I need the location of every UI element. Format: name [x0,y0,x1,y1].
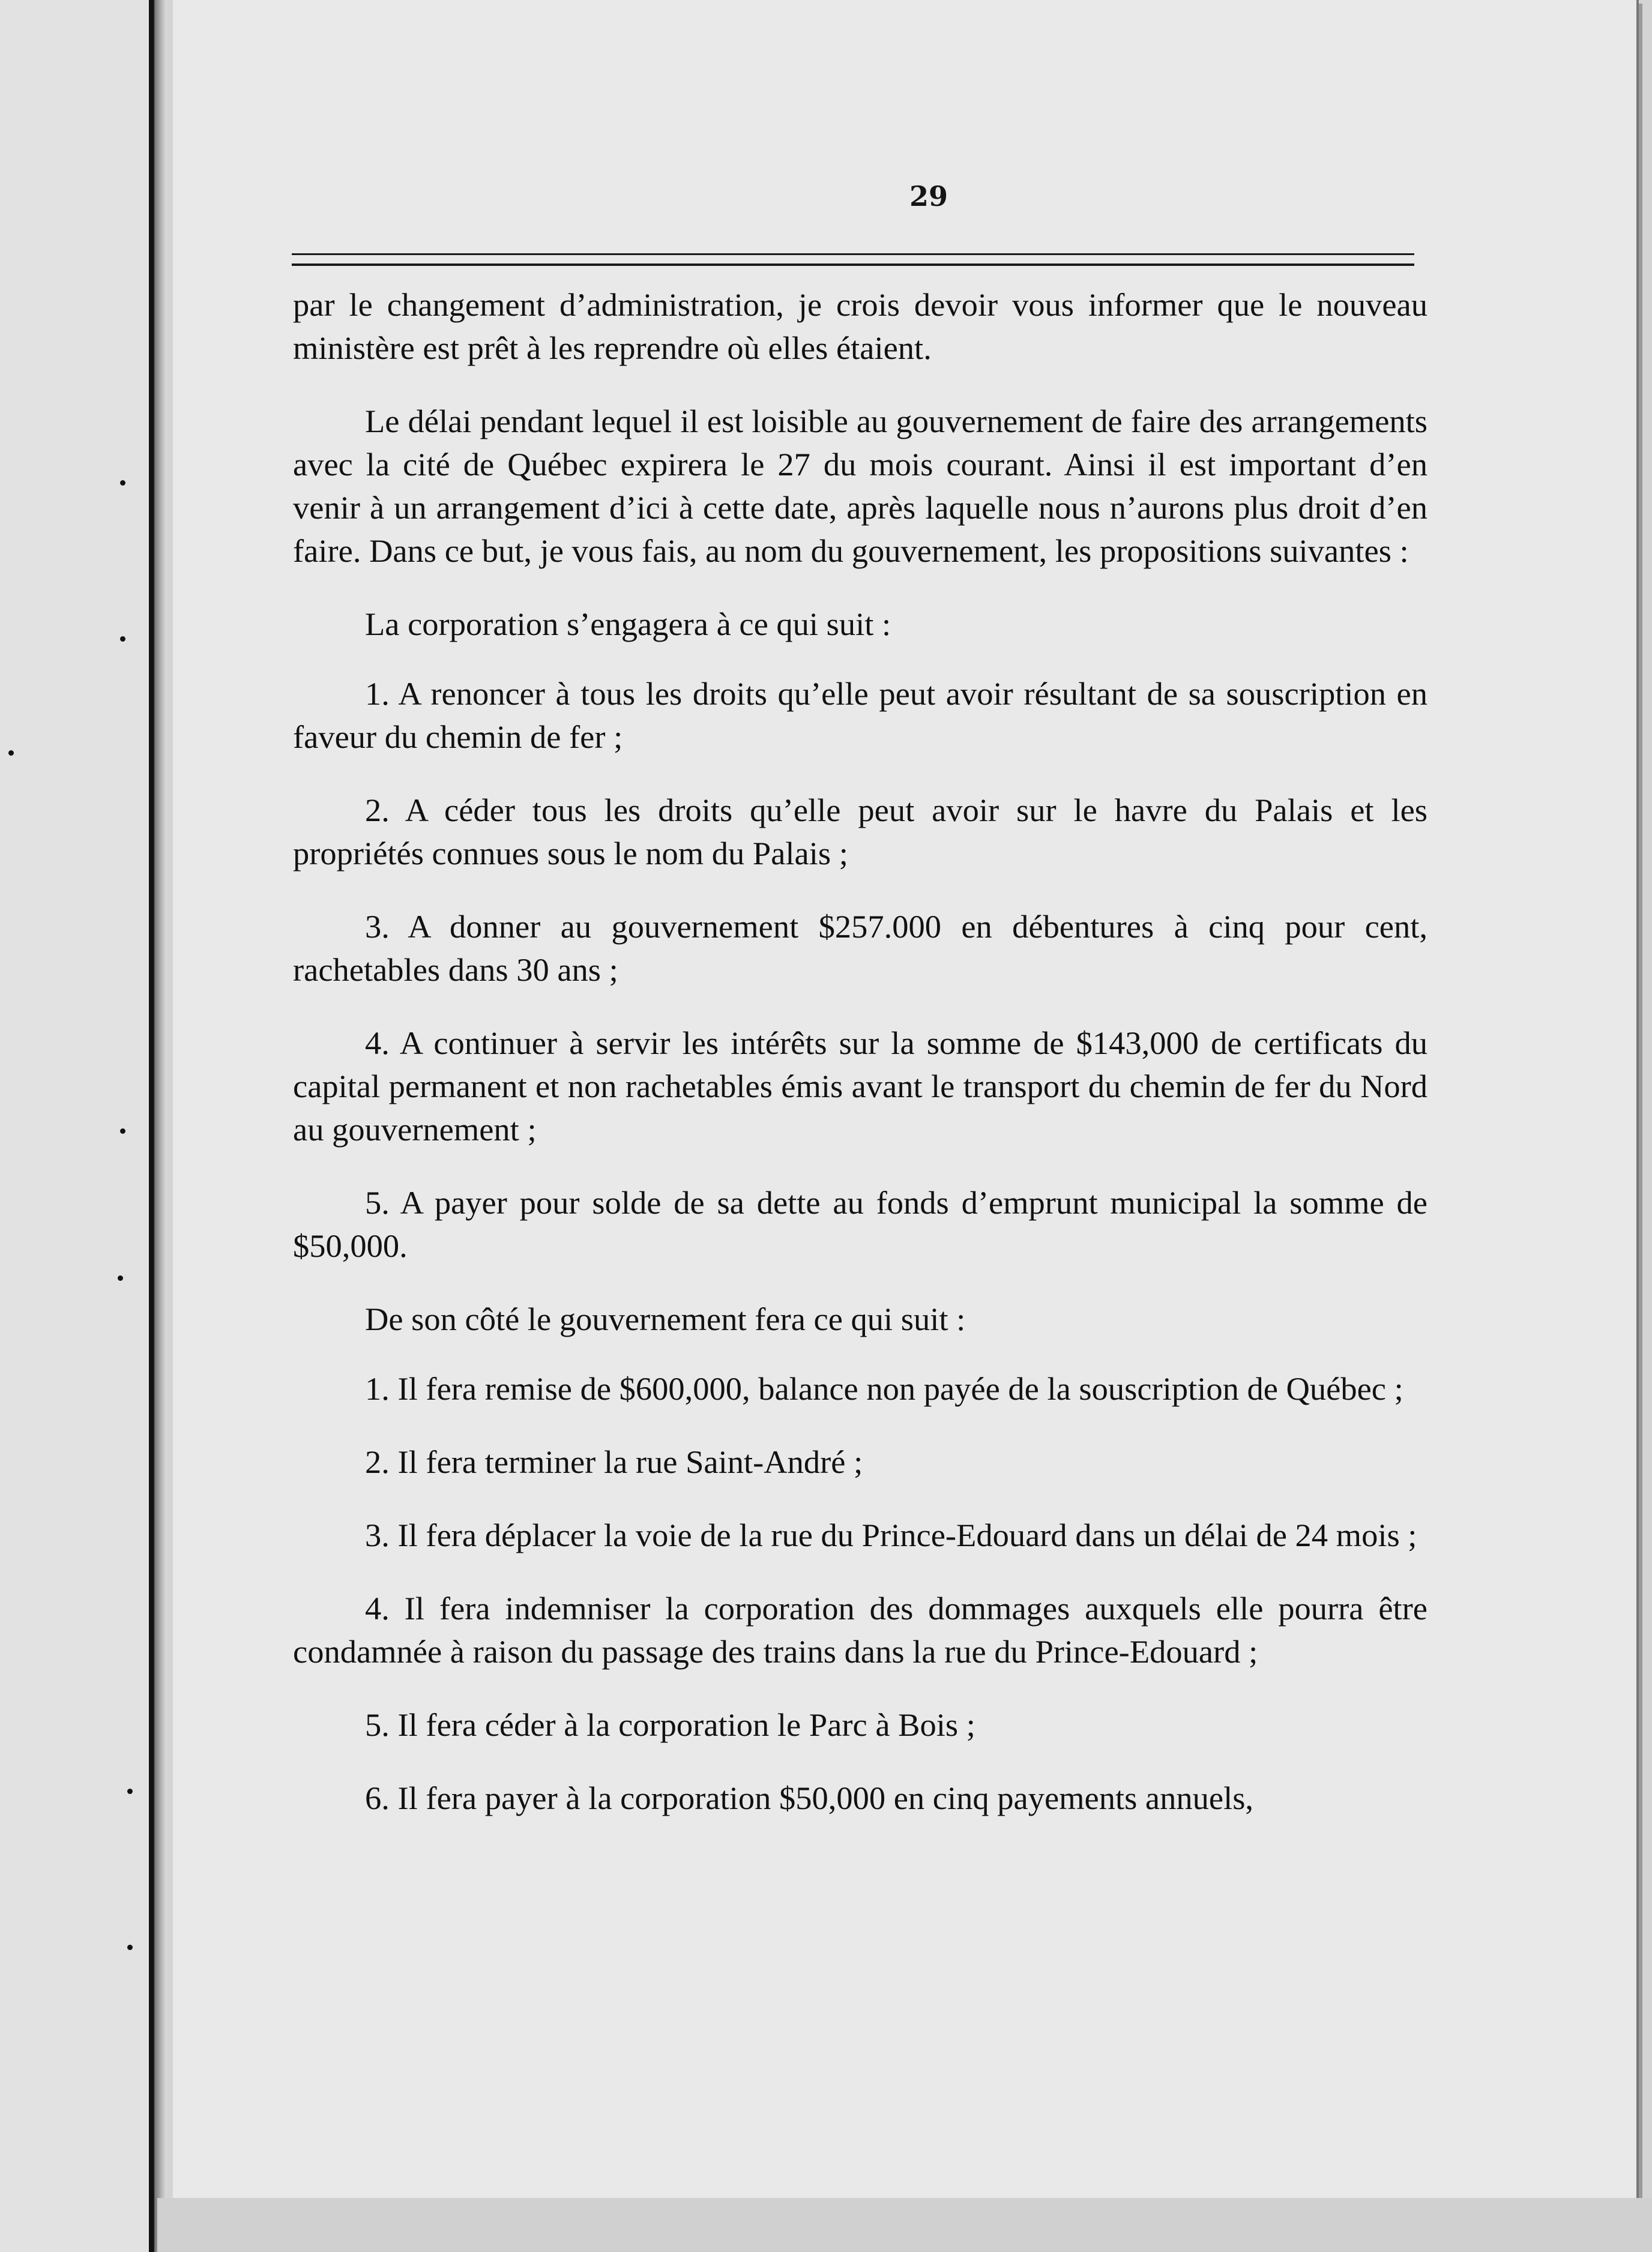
list-item: 6. Il fera payer à la corporation $50,000 en cinq payements annuels, [365,1780,1254,1816]
strip-mark [120,480,125,486]
list-item: 3. Il fera déplacer la voie de la rue du Prince-Edouard dans un délai de 24 mois ; [365,1517,1417,1553]
paragraph: Le délai pendant lequel il est loisible au gouvernement de faire des arrangements avec la cité de Québec expirera le 27 du mois courant. Ainsi il est important d’en venir à un arrangement d’ici à cette date, après laquelle nous n’aurons plus droit d’en faire. Dans ce but, je vous fais, au nom du gouvernement, les propositions suivantes : [293,403,1427,569]
list-item: 4. Il fera indemniser la corporation des dommages auxquels elle pourra être condamnée à raison du passage des trains dans la rue du Prince-Edouard ; [293,1590,1427,1670]
list-item: 1. Il fera remise de $600,000, balance non payée de la souscription de Québec ; [365,1370,1403,1407]
list-item: 2. A céder tous les droits qu’elle peut avoir sur le havre du Palais et les propriétés connues sous le nom du Palais ; [293,792,1427,872]
list-item: 4. A continuer à servir les intérêts sur la somme de $143,000 de certificats du capital permanent et non rachetables émis avant le transport du chemin de fer du Nord au gouvernement ; [293,1025,1427,1148]
document-page [173,0,1639,2201]
paragraph: par le changement d’administration, je crois devoir vous informer que le nouveau ministère est prêt à les reprendre où elles étaient. [293,286,1427,366]
strip-mark [127,1789,133,1794]
strip-mark [120,1128,125,1134]
strip-mark [120,636,125,642]
strip-mark [118,1275,123,1281]
previous-page-strip [0,0,157,2252]
section-heading: De son côté le gouvernement fera ce qui suit : [365,1301,966,1337]
page-bottom-shadow [157,2198,1652,2252]
strip-mark [127,1945,133,1950]
list-item: 5. A payer pour solde de sa dette au fonds d’emprunt municipal la somme de $50,000. [293,1184,1427,1264]
list-item: 1. A renoncer à tous les droits qu’elle peut avoir résultant de sa souscription en faveur du chemin de fer ; [293,675,1427,755]
section-heading: La corporation s’engagera à ce qui suit : [365,606,891,642]
strip-mark [8,750,14,756]
body-text [293,283,1427,1850]
page-gutter-edge [149,0,167,2252]
list-item: 5. Il fera céder à la corporation le Parc à Bois ; [365,1706,975,1743]
page-number: 29 [909,180,948,212]
list-item: 3. A donner au gouvernement $257.000 en débentures à cinq pour cent, rachetables dans 30 ans ; [293,908,1427,988]
list-item: 2. Il fera terminer la rue Saint-André ; [365,1444,863,1480]
header-double-rule [292,253,1414,266]
